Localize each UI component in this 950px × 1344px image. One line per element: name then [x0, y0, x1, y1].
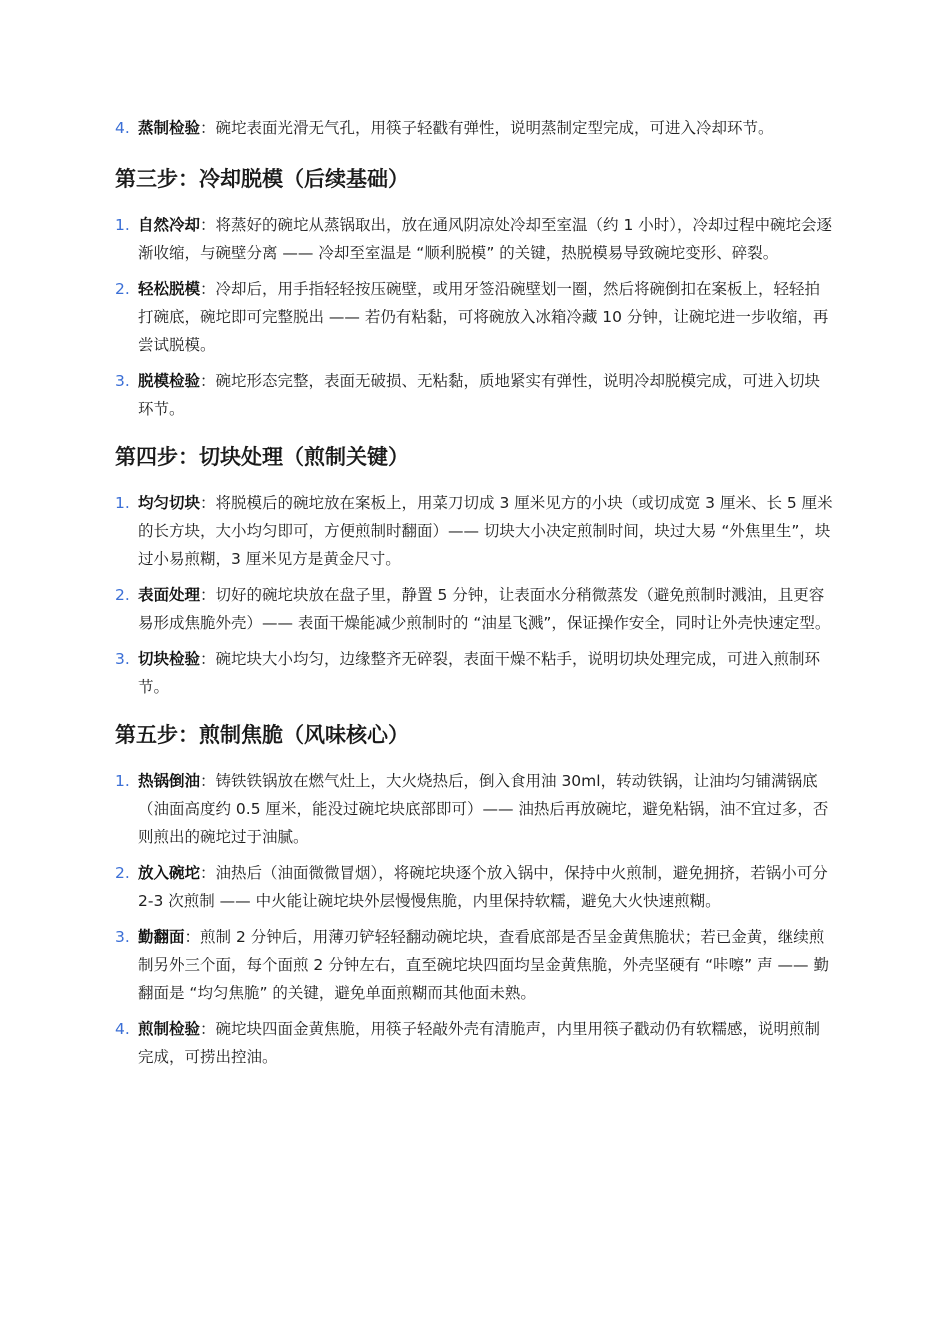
item-term: 表面处理 — [138, 586, 201, 604]
item-term: 均匀切块 — [138, 494, 201, 512]
item-term: 蒸制检验 — [138, 119, 201, 137]
list-item — [115, 923, 835, 1007]
list-number: 3. — [115, 928, 130, 946]
item-text: ：碗坨形态完整，表面无破损、无粘黏，质地紧实有弹性，说明冷却脱模完成，可进入切块环节。 — [138, 372, 821, 418]
list-number: 4. — [115, 1020, 130, 1038]
item-text: ：煎制 2 分钟后，用薄刃铲轻轻翻动碗坨块，查看底部是否呈金黄焦脆状；若已金黄，继续煎制另外三个面，每个面煎 2 分钟左右，直至碗坨块四面均呈金黄焦脆，外壳坚硬有 “咔嚓” 声 —— 勤翻面是 “均匀焦脆” 的关键，避免单面煎糊而其他面未熟。 — [138, 928, 829, 1002]
list-number: 2. — [115, 280, 130, 298]
list-number: 4. — [115, 119, 130, 137]
list-item — [115, 1015, 835, 1071]
list-item — [115, 275, 835, 359]
list-number: 1. — [115, 216, 130, 234]
section-heading: 第四步：切块处理（煎制关键） — [115, 445, 409, 469]
item-text: ：碗坨块四面金黄焦脆，用筷子轻敲外壳有清脆声，内里用筷子戳动仍有软糯感，说明煎制完成，可捞出控油。 — [138, 1020, 821, 1066]
item-term: 煎制检验 — [138, 1020, 201, 1038]
section-step-five — [115, 720, 835, 1071]
step-list — [115, 211, 835, 423]
list-number: 2. — [115, 864, 130, 882]
list-item — [115, 211, 835, 267]
step-list — [115, 489, 835, 701]
section-step-three — [115, 164, 835, 423]
item-term: 热锅倒油 — [138, 772, 201, 790]
list-number: 3. — [115, 650, 130, 668]
section-steaming-continued — [115, 114, 835, 142]
list-number: 3. — [115, 372, 130, 390]
item-text: ：将蒸好的碗坨从蒸锅取出，放在通风阴凉处冷却至室温（约 1 小时），冷却过程中碗坨会逐渐收缩，与碗壁分离 —— 冷却至室温是 “顺利脱模” 的关键，热脱模易导致碗坨变形、碎裂。 — [138, 216, 832, 262]
item-text: ：将脱模后的碗坨放在案板上，用菜刀切成 3 厘米见方的小块（或切成宽 3 厘米、长 5 厘米的长方块，大小均匀即可，方便煎制时翻面）—— 切块大小决定煎制时间，块过大易 “外焦里生”，块过小易煎糊，3 厘米见方是黄金尺寸。 — [138, 494, 833, 568]
list-number: 1. — [115, 494, 130, 512]
list-item — [115, 645, 835, 701]
list-item — [115, 859, 835, 915]
section-heading: 第五步：煎制焦脆（风味核心） — [115, 723, 409, 747]
list-item — [115, 114, 835, 142]
list-item — [115, 489, 835, 573]
step-list — [115, 114, 835, 142]
item-term: 勤翻面 — [138, 928, 185, 946]
item-text: ：切好的碗坨块放在盘子里，静置 5 分钟，让表面水分稍微蒸发（避免煎制时溅油，且更容易形成焦脆外壳）—— 表面干燥能减少煎制时的 “油星飞溅”，保证操作安全，同时让外壳快速定型。 — [138, 586, 831, 632]
list-number: 1. — [115, 772, 130, 790]
item-term: 自然冷却 — [138, 216, 201, 234]
item-term: 切块检验 — [138, 650, 201, 668]
item-text: ：碗坨块大小均匀，边缘整齐无碎裂，表面干燥不粘手，说明切块处理完成，可进入煎制环节。 — [138, 650, 821, 696]
list-item — [115, 367, 835, 423]
list-number: 2. — [115, 586, 130, 604]
section-step-four — [115, 442, 835, 701]
item-term: 脱模检验 — [138, 372, 201, 390]
item-text: ：油热后（油面微微冒烟），将碗坨块逐个放入锅中，保持中火煎制，避免拥挤，若锅小可分 2-3 次煎制 —— 中火能让碗坨块外层慢慢焦脆，内里保持软糯，避免大火快速煎糊。 — [138, 864, 828, 910]
document-content — [115, 114, 835, 1090]
list-item — [115, 581, 835, 637]
item-text: ：铸铁铁锅放在燃气灶上，大火烧热后，倒入食用油 30ml，转动铁锅，让油均匀铺满锅底（油面高度约 0.5 厘米，能没过碗坨块底部即可）—— 油热后再放碗坨，避免粘锅，油不宜过多，否则煎出的碗坨过于油腻。 — [138, 772, 829, 846]
section-heading: 第三步：冷却脱模（后续基础） — [115, 167, 409, 191]
item-text: ：碗坨表面光滑无气孔，用筷子轻戳有弹性，说明蒸制定型完成，可进入冷却环节。 — [200, 119, 774, 137]
list-item — [115, 767, 835, 851]
item-term: 放入碗坨 — [138, 864, 201, 882]
step-list — [115, 767, 835, 1071]
item-term: 轻松脱模 — [138, 280, 201, 298]
item-text: ：冷却后，用手指轻轻按压碗壁，或用牙签沿碗壁划一圈，然后将碗倒扣在案板上，轻轻拍打碗底，碗坨即可完整脱出 —— 若仍有粘黏，可将碗放入冰箱冷藏 10 分钟，让碗坨进一步收缩，再尝试脱模。 — [138, 280, 829, 354]
